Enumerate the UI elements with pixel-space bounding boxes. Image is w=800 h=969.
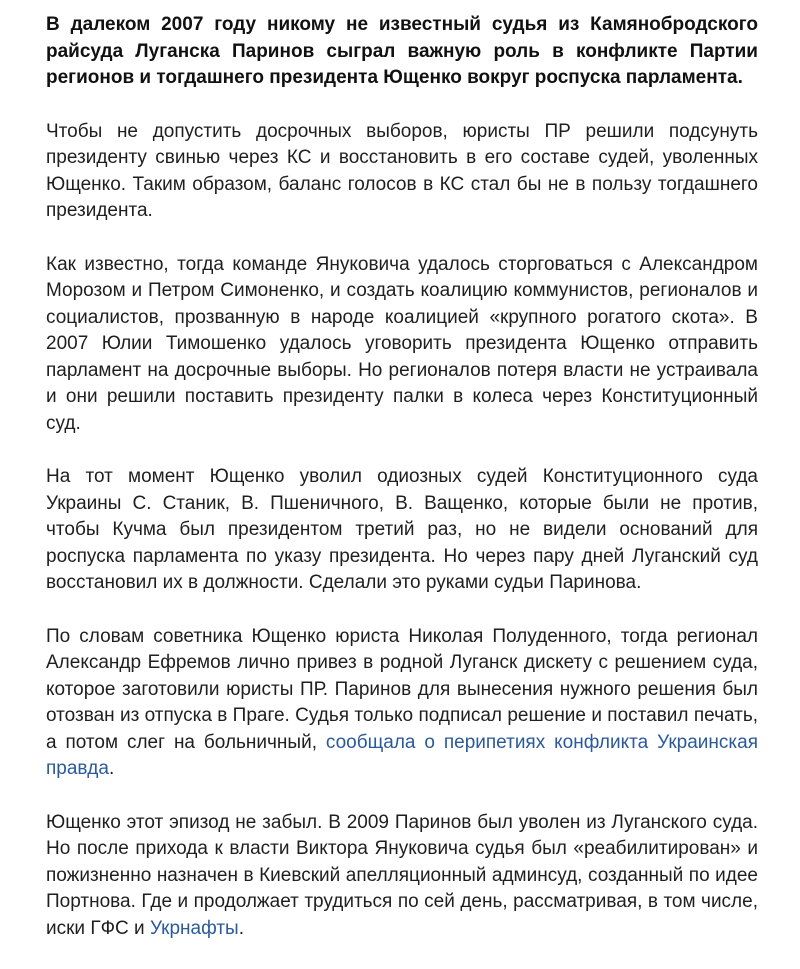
paragraph-efremov-diskette [46,624,758,783]
paragraph-end: . [108,758,115,779]
paragraph-dismissed-judges: На тот момент Ющенко уволил одиозных судей Конституционного суда Украины С. Станик, В. Пшеничного, В. Ващенко, которые были не против, чтобы Кучма был президентом третий раз, но не видели оснований для роспуска парламента по указу президента. Но через пару дней Луганский суд восстановил их в должности. Сделали это руками судьи Паринова. [46,466,758,593]
lead-paragraph: В далеком 2007 году никому не известный судья из Камянобродского райсуда Луганска Паринов сыграл важную роль в конфликте Партии регионов и тогдашнего президента Ющенко вокруг роспуска парламента. [46,14,758,88]
paragraph-constitutional-court-plan: Чтобы не допустить досрочных выборов, юристы ПР решили подсунуть президенту свинью через КС и восстановить в его составе судей, уволенных Ющенко. Таким образом, баланс голосов в КС стал бы не в пользу тогдашнего президента. [46,120,758,221]
paragraph-rehabilitation [46,810,758,943]
paragraph-text: По словам советника Ющенко юриста Николая Полуденного, тогда регионал Александр Ефремов лично привез в родной Луганск дискету с решением суда, которое заготовили юристы ПР. Паринов для вынесения нужного решения был отозван из отпуска в Праге. Судья только подписал решение и поставил печать, а потом слег на больничный, [46,625,758,753]
paragraph-coalition: Как известно, тогда команде Януковича удалось сторговаться с Александром Морозом и Петром Симоненко, и создать коалицию коммунистов, регионалов и социалистов, прозванную в народе коалицией «крупного рогатого скота». В 2007 Юлии Тимошенко удалось уговорить президента Ющенко отправить парламент на досрочные выборы. Но регионалов потеря власти не устраивала и они решили поставить президенту палки в колеса через Конституционный суд. [46,253,758,434]
article-body [46,12,758,969]
paragraph-end: . [238,917,244,939]
paragraph-text: Ющенко этот эпизод не забыл. В 2009 Паринов был уволен из Луганского суда. Но после прихода к власти Виктора Януковича судья был «реабилитирован» и пожизненно назначен в Киевский апелляционный админсуд, созданный по идее Портнова. Где и продолжает трудиться по сей день, рассматривая, в том числе, иски ГФС и [46,811,758,939]
ukrnafta-link[interactable]: Укрнафты [149,917,239,939]
ukrainska-pravda-link[interactable]: сообщала о перипетиях конфликта Украинская правда [46,731,758,779]
